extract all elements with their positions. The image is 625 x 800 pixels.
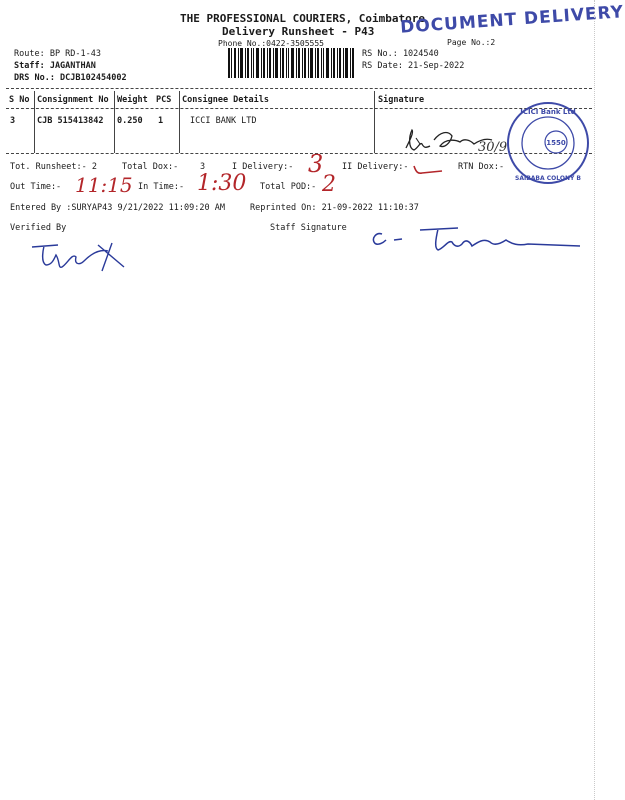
reprinted-on: Reprinted On: 21-09-2022 11:10:37 xyxy=(250,203,419,213)
column-header-sno: S No xyxy=(9,95,30,105)
row-consignee: ICCI BANK LTD xyxy=(190,116,257,126)
column-rule xyxy=(114,91,115,153)
rtn-dox-label: RTN Dox:- xyxy=(458,162,505,172)
entered-by: Entered By :SURYAP43 9/21/2022 11:09:20 AM xyxy=(10,203,225,213)
ii-delivery-label: II Delivery:- xyxy=(342,162,409,172)
ii-delivery-dash-mark xyxy=(412,162,446,178)
barcode xyxy=(228,48,354,78)
bank-stamp-graphic xyxy=(505,100,591,186)
drs-number: DRS No.: DCJB102454002 xyxy=(14,73,127,83)
verifier-signature xyxy=(28,235,138,275)
rs-number: RS No.: 1024540 xyxy=(362,49,439,59)
page-edge xyxy=(594,0,596,800)
staff-name: Staff: JAGANTHAN xyxy=(14,61,96,71)
out-time-value: 11:15 xyxy=(75,173,133,197)
row-consignment: CJB 515413842 xyxy=(37,116,104,126)
i-delivery-value: 3 xyxy=(308,150,324,178)
column-rule xyxy=(34,91,35,153)
column-rule xyxy=(179,91,180,153)
svg-text:SAIBABA COLONY B: SAIBABA COLONY B xyxy=(515,175,581,182)
total-pod-value: 2 xyxy=(322,172,336,197)
barcode-graphic xyxy=(228,48,354,78)
document-delivery-stamp: DOCUMENT DELIVERY xyxy=(399,2,625,38)
row-signature-date: 30/9 xyxy=(478,140,508,155)
total-pod-label: Total POD:- xyxy=(260,182,317,192)
document-title: Delivery Runsheet - P43 xyxy=(222,25,375,38)
divider-top xyxy=(6,88,592,89)
staff-signature xyxy=(368,220,584,260)
column-header-consignment: Consignment No xyxy=(37,95,109,105)
rs-date: RS Date: 21-Sep-2022 xyxy=(362,61,465,71)
row-sno: 3 xyxy=(10,116,16,126)
row-pcs: 1 xyxy=(158,116,164,126)
company-name: THE PROFESSIONAL COURIERS, Coimbatore xyxy=(180,12,426,25)
total-dox-label: Total Dox:- xyxy=(122,162,179,172)
verified-by-label: Verified By xyxy=(10,223,67,233)
i-delivery-label: I Delivery:- xyxy=(232,162,294,172)
svg-text:ICICI Bank Ltd: ICICI Bank Ltd xyxy=(520,108,576,116)
total-dox-value: 3 xyxy=(200,162,206,172)
column-header-consignee: Consignee Details xyxy=(182,95,269,105)
phone-number: Phone No.:0422-3505555 xyxy=(218,39,324,48)
column-rule xyxy=(374,91,375,153)
total-runsheet: Tot. Runsheet:- 2 xyxy=(10,162,97,172)
column-header-signature: Signature xyxy=(378,95,425,105)
row-weight: 0.250 xyxy=(117,116,143,126)
staff-signature-label: Staff Signature xyxy=(270,223,347,233)
route: Route: BP RD-1-43 xyxy=(14,49,101,59)
column-header-pcs: PCS xyxy=(156,95,172,105)
in-time-label: In Time:- xyxy=(138,182,185,192)
in-time-value: 1:30 xyxy=(197,171,247,196)
bank-stamp xyxy=(505,100,591,186)
column-header-weight: Weight xyxy=(117,95,148,105)
svg-text:1550: 1550 xyxy=(546,139,566,147)
out-time-label: Out Time:- xyxy=(10,182,62,192)
page-number: Page No.:2 xyxy=(447,38,496,47)
